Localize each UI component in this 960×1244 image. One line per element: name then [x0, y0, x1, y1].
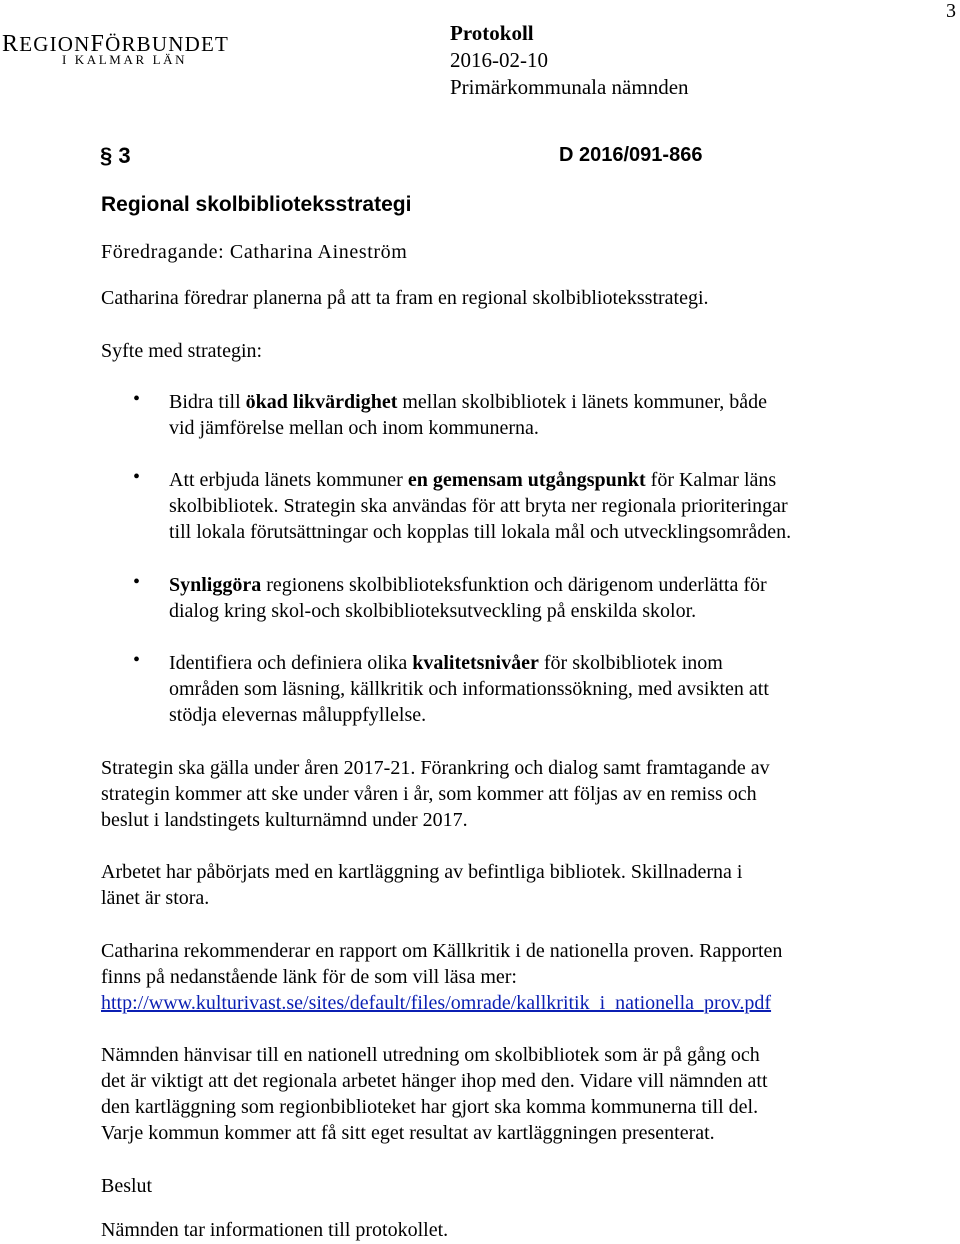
strategy-paragraph-line: Strategin ska gälla under åren 2017-21. Förankring och dialog samt framtagande av — [101, 757, 770, 779]
organization-logo-subline: I KALMAR LÄN — [62, 52, 188, 67]
work-paragraph-line: Arbetet har påbörjats med en kartläggning av befintliga bibliotek. Skillnaderna i — [101, 861, 743, 883]
bullet-marker: • — [133, 388, 141, 410]
strategy-paragraph-line: strategin kommer att ske under våren i år, som kommer att följas av en remiss och — [101, 783, 757, 805]
bullet-2-line-3: till lokala förutsättningar och kopplas till lokala mål och utvecklingsområden. — [169, 521, 792, 543]
report-paragraph-line: Catharina rekommenderar en rapport om Källkritik i de nationella proven. Rapporten — [101, 940, 783, 962]
bullet-3-line-1: Synliggöra regionens skolbiblioteksfunktion och därigenom underlätta för — [169, 574, 767, 596]
decision-text: Nämnden tar informationen till protokollet. — [101, 1219, 449, 1241]
bullet-4-line-3: stödja elevernas måluppfyllelse. — [169, 704, 427, 726]
organization-logo: REGIONFÖRBUNDET — [2, 31, 230, 57]
bullet-4-line-1: Identifiera och definiera olika kvalitetsnivåer för skolbibliotek inom — [169, 652, 723, 674]
case-title: Regional skolbiblioteksstrategi — [101, 193, 412, 216]
national-paragraph-line: det är viktigt att det regionala arbetet hänger ihop med den. Vidare vill nämnden att — [101, 1070, 768, 1092]
bullet-1-line-1: Bidra till ökad likvärdighet mellan skolbibliotek i länets kommuner, både — [169, 391, 768, 413]
purpose-heading: Syfte med strategin: — [101, 340, 263, 362]
strategy-paragraph-line: beslut i landstingets kulturnämnd under 2017. — [101, 809, 468, 831]
work-paragraph-line: länet är stora. — [101, 887, 210, 909]
bullet-2-line-1: Att erbjuda länets kommuner en gemensam utgångspunkt för Kalmar läns — [169, 469, 777, 491]
bullet-marker: • — [133, 466, 141, 488]
paragraph-number: § 3 — [100, 143, 131, 168]
bullet-2-line-2: skolbibliotek. Strategin ska användas för att bryta ner regionala prioriteringar — [169, 495, 788, 517]
bullet-marker: • — [133, 649, 141, 671]
page-number: 3 — [946, 0, 956, 22]
bullet-1-line-2: vid jämförelse mellan och inom kommunerna. — [169, 417, 539, 439]
report-link[interactable]: http://www.kulturivast.se/sites/default/files/omrade/kallkritik_i_nationella_prov.pdf — [101, 992, 772, 1014]
national-paragraph-line: den kartläggning som regionbiblioteket har gjort ska komma kommunerna till del. — [101, 1096, 759, 1118]
intro-text: Catharina föredrar planerna på att ta fram en regional skolbiblioteksstrategi. — [101, 287, 709, 309]
diary-number: D 2016/091-866 — [559, 144, 703, 166]
document-type: Protokoll — [450, 21, 534, 45]
bullet-marker: • — [133, 571, 141, 593]
decision-heading: Beslut — [101, 1175, 153, 1197]
national-paragraph-line: Varje kommun kommer att få sitt eget resultat av kartläggningen presenterat. — [101, 1122, 715, 1144]
presenter: Föredragande: Catharina Aineström — [101, 241, 408, 263]
meeting-date: 2016-02-10 — [450, 48, 548, 72]
report-paragraph-line: finns på nedanstående länk för de som vill läsa mer: — [101, 966, 517, 988]
bullet-3-line-2: dialog kring skol-och skolbiblioteksutveckling på enskilda skolor. — [169, 600, 697, 622]
national-paragraph-line: Nämnden hänvisar till en nationell utredning om skolbibliotek som är på gång och — [101, 1044, 760, 1066]
bullet-4-line-2: områden som läsning, källkritik och informationssökning, med avsikten att — [169, 678, 769, 700]
committee-name: Primärkommunala nämnden — [450, 75, 689, 99]
